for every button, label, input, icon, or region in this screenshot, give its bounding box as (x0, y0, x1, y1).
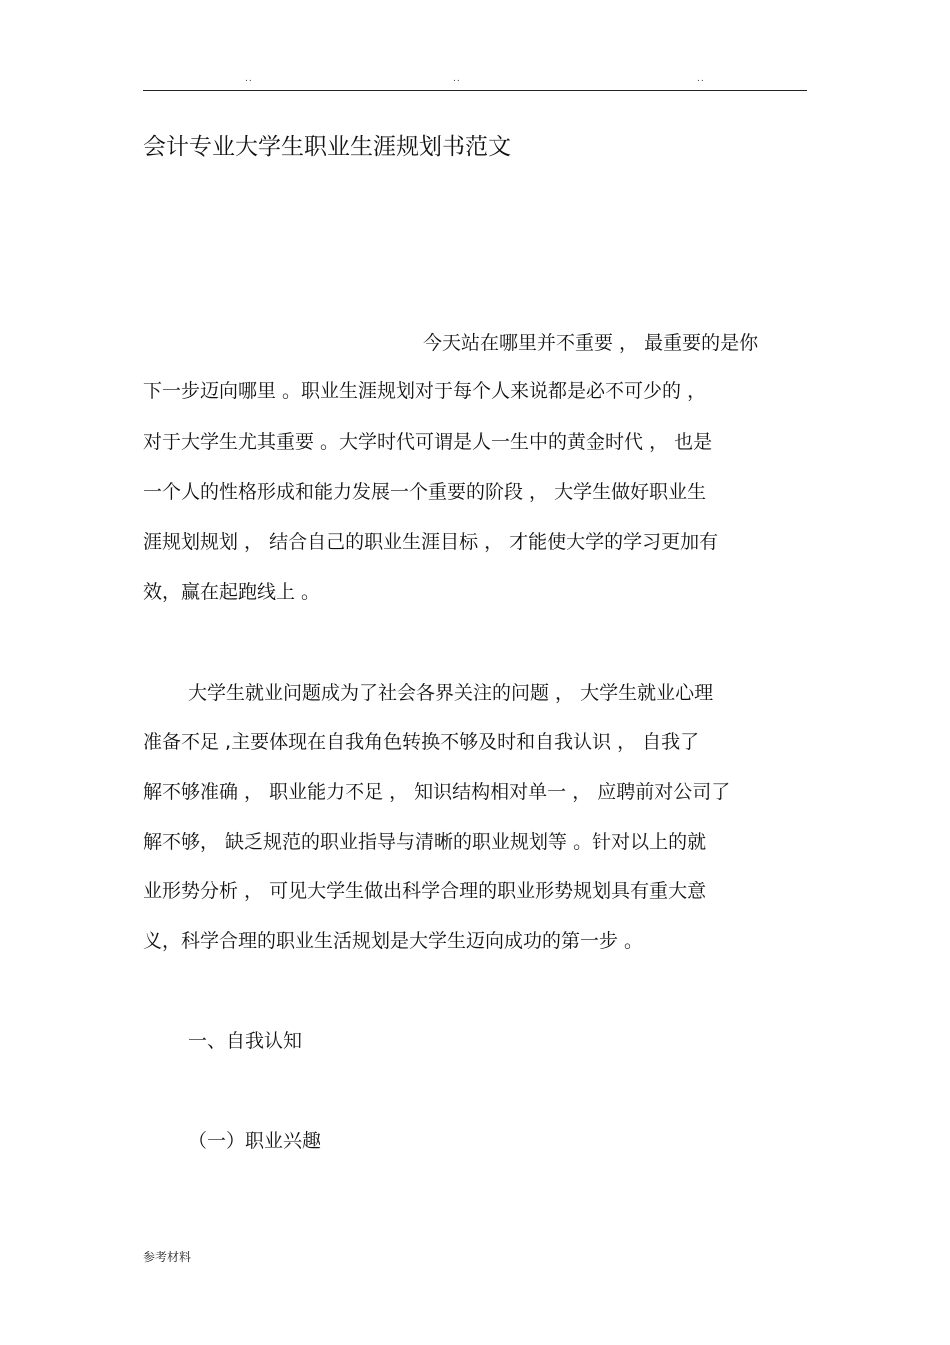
paragraph-line: 下一步迈向哪里 。职业生涯规划对于每个人来说都是必不可少的 ， (143, 380, 707, 402)
paragraph-line: 业形势分析 ， 可见大学生做出科学合理的职业形势规划具有重大意 (143, 880, 707, 902)
paragraph-line: 效，赢在起跑线上 。 (143, 581, 321, 603)
header-rule (143, 90, 807, 91)
header-dots-center: .. (453, 74, 461, 84)
paragraph-line: 涯规划规划 ， 结合自己的职业生涯目标 ， 才能使大学的学习更加有 (143, 531, 719, 553)
document-title: 会计专业大学生职业生涯规划书范文 (143, 134, 511, 160)
subsection-heading: （一）职业兴趣 (188, 1130, 322, 1152)
paragraph-line: 解不够准确 ， 职业能力不足 ， 知识结构相对单一 ， 应聘前对公司了 (143, 781, 731, 803)
section-heading: 一、自我认知 (188, 1030, 303, 1052)
header-dots-right: .. (697, 74, 705, 84)
paragraph-line: 一个人的性格形成和能力发展一个重要的阶段 ， 大学生做好职业生 (143, 481, 707, 503)
paragraph-line: 大学生就业问题成为了社会各界关注的问题 ， 大学生就业心理 (188, 682, 714, 704)
header-dots-left: .. (245, 74, 253, 84)
paragraph-line: 解不够， 缺乏规范的职业指导与清晰的职业规划等 。针对以上的就 (143, 831, 707, 853)
paragraph-line: 今天站在哪里并不重要 ， 最重要的是你 (423, 332, 759, 354)
paragraph-line: 义，科学合理的职业生活规划是大学生迈向成功的第一步 。 (143, 930, 644, 952)
page-footer: 参考材料 (143, 1250, 192, 1264)
paragraph-line: 准备不足 ,主要体现在自我角色转换不够及时和自我认识 ， 自我了 (143, 731, 700, 753)
paragraph-line: 对于大学生尤其重要 。大学时代可谓是人一生中的黄金时代 ， 也是 (143, 431, 713, 453)
